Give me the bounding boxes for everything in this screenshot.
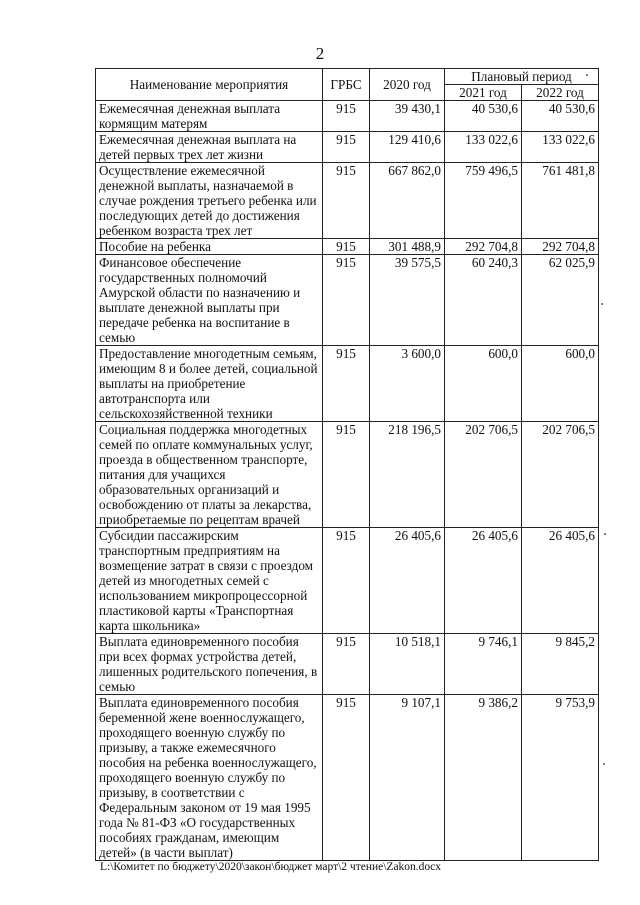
page-number: 2: [315, 44, 325, 63]
row-name: Субсидии пассажирским транспортным предприятиям на возмещение затрат в связи с проездом детей из многодетных семей с использованием микропроцессорной пластиковой карты «Транспортная карта школьника»: [96, 528, 323, 634]
budget-table: [95, 68, 599, 861]
table-row: [96, 346, 599, 422]
header-2022: 2022 год: [522, 85, 599, 101]
row-2021: 60 240,3: [445, 255, 522, 346]
row-2020: 301 488,9: [370, 239, 445, 255]
table-row: [96, 255, 599, 346]
row-name: Ежемесячная денежная выплата кормящим матерям: [96, 101, 323, 132]
row-2020: 3 600,0: [370, 346, 445, 422]
table-row: [96, 239, 599, 255]
row-grbs: 915: [323, 528, 370, 634]
row-2021: 202 706,5: [445, 422, 522, 528]
table-row: [96, 163, 599, 239]
row-2020: 26 405,6: [370, 528, 445, 634]
row-2021: 9 386,2: [445, 695, 522, 861]
row-2022: 202 706,5: [522, 422, 599, 528]
row-name: Финансовое обеспечение государственных полномочий Амурской области по назначению и выплате денежной выплаты при передаче ребенка на воспитание в семью: [96, 255, 323, 346]
table-row: [96, 695, 599, 861]
row-name: Выплата единовременного пособия беременной жене военнослужащего, проходящего военную службу по призыву, а также ежемесячного пособия на ребенка военнослужащего, проходящего военную службу по призыву, в соответствии с Федеральным законом от 19 мая 1995 года № 81-ФЗ «О государственных пособиях гражданам, имеющим детей» (в части выплат): [96, 695, 323, 861]
header-2021: 2021 год: [445, 85, 522, 101]
row-name: Социальная поддержка многодетных семей по оплате коммунальных услуг, проезда в общественном транспорте, питания для учащихся образовательных организаций и освобождению от платы за лекарства, приобретаемые по рецептам врачей: [96, 422, 323, 528]
row-name: Осуществление ежемесячной денежной выплаты, назначаемой в случае рождения третьего ребенка или последующих детей до достижения ребенком возраста трех лет: [96, 163, 323, 239]
row-2022: 9 753,9: [522, 695, 599, 861]
header-2020: 2020 год: [370, 69, 445, 101]
table-row: [96, 132, 599, 163]
row-2021: 759 496,5: [445, 163, 522, 239]
row-name: Пособие на ребенка: [96, 239, 323, 255]
row-2020: 9 107,1: [370, 695, 445, 861]
row-2022: 62 025,9: [522, 255, 599, 346]
row-grbs: 915: [323, 346, 370, 422]
row-2022: 40 530,6: [522, 101, 599, 132]
row-2022: 9 845,2: [522, 634, 599, 695]
scan-speck: [586, 74, 588, 76]
row-2021: 292 704,8: [445, 239, 522, 255]
row-2022: 26 405,6: [522, 528, 599, 634]
row-2022: 600,0: [522, 346, 599, 422]
row-2022: 292 704,8: [522, 239, 599, 255]
scan-speck: [603, 763, 605, 765]
row-2021: 133 022,6: [445, 132, 522, 163]
scan-speck: [604, 533, 606, 535]
table-row: [96, 528, 599, 634]
header-planned-period: Плановый период: [445, 69, 599, 85]
row-2022: 133 022,6: [522, 132, 599, 163]
row-2021: 9 746,1: [445, 634, 522, 695]
table-row: [96, 101, 599, 132]
row-2020: 218 196,5: [370, 422, 445, 528]
row-name: Выплата единовременного пособия при всех формах устройства детей, лишенных родительского попечения, в семью: [96, 634, 323, 695]
table-row: [96, 634, 599, 695]
row-grbs: 915: [323, 132, 370, 163]
row-2020: 129 410,6: [370, 132, 445, 163]
row-grbs: 915: [323, 695, 370, 861]
row-2022: 761 481,8: [522, 163, 599, 239]
file-path-footer: L:\Комитет по бюджету\2020\закон\бюджет март\2 чтение\Zakon.docx: [100, 861, 442, 873]
row-2020: 667 862,0: [370, 163, 445, 239]
scan-speck: [601, 303, 603, 305]
row-grbs: 915: [323, 255, 370, 346]
row-2020: 39 575,5: [370, 255, 445, 346]
table-row: [96, 422, 599, 528]
row-2020: 39 430,1: [370, 101, 445, 132]
row-grbs: 915: [323, 163, 370, 239]
row-name: Ежемесячная денежная выплата на детей первых трех лет жизни: [96, 132, 323, 163]
row-2021: 40 530,6: [445, 101, 522, 132]
row-name: Предоставление многодетным семьям, имеющим 8 и более детей, социальной выплаты на приобретение автотранспорта или сельскохозяйственной техники: [96, 346, 323, 422]
header-name: Наименование мероприятия: [96, 69, 323, 101]
header-grbs: ГРБС: [323, 69, 370, 101]
row-2021: 600,0: [445, 346, 522, 422]
row-grbs: 915: [323, 101, 370, 132]
row-2020: 10 518,1: [370, 634, 445, 695]
row-grbs: 915: [323, 422, 370, 528]
row-grbs: 915: [323, 239, 370, 255]
row-2021: 26 405,6: [445, 528, 522, 634]
row-grbs: 915: [323, 634, 370, 695]
